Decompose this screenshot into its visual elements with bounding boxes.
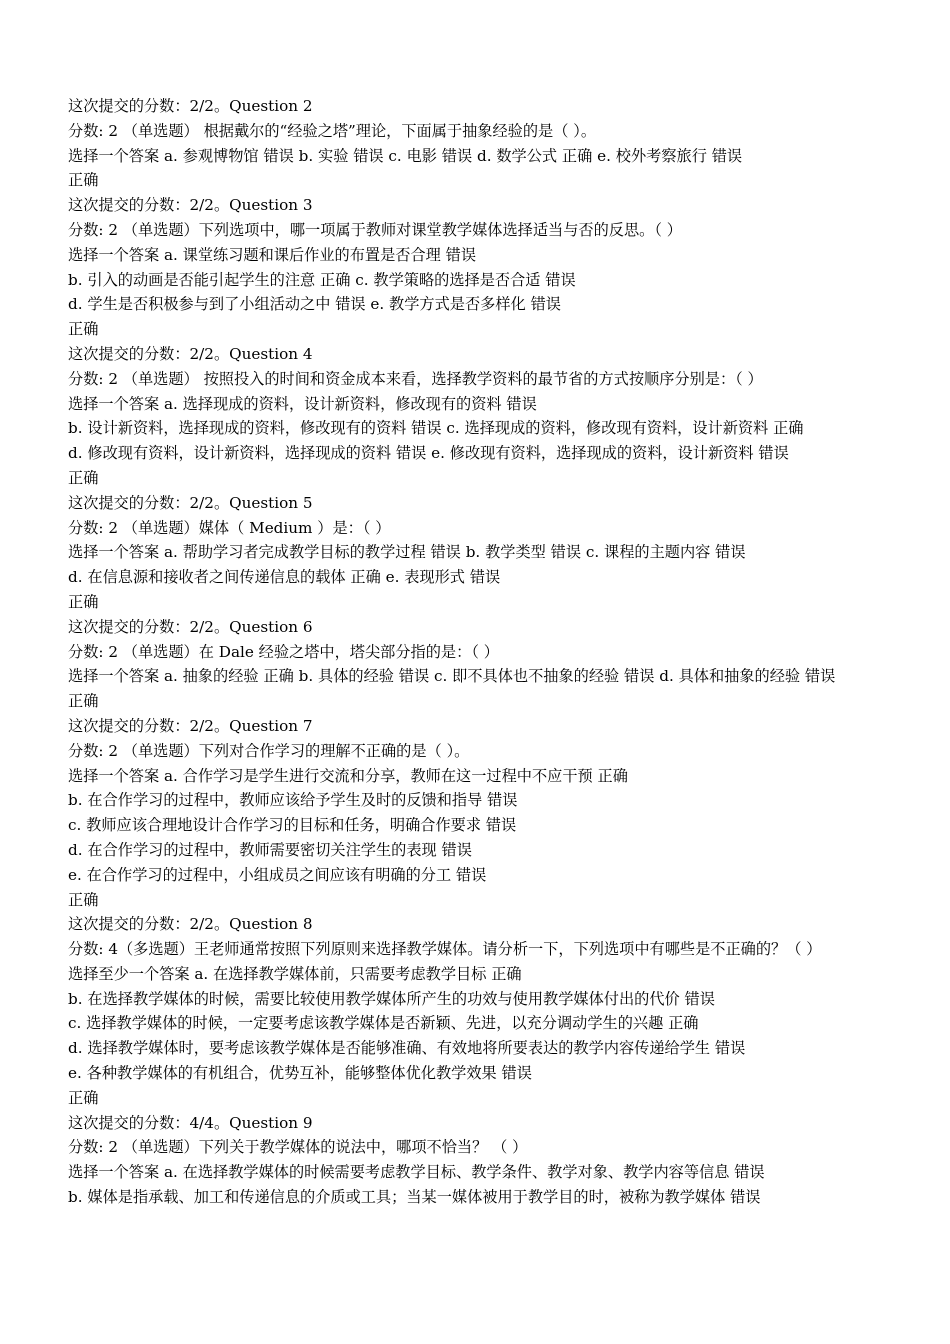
document-body [68,94,888,1210]
text-line: d. 在信息源和接收者之间传递信息的载体 正确 e. 表现形式 错误 [68,568,501,587]
text-line: 选择一个答案 a. 选择现成的资料，设计新资料，修改现有的资料 错误 [68,394,537,413]
text-line: b. 媒体是指承载、加工和传递信息的介质或工具；当某一媒体被用于教学目的时，被称为教学媒体 错误 [68,1188,761,1207]
text-line: 这次提交的分数：4/4。Question 9 [68,1113,313,1132]
text-line: 选择一个答案 a. 合作学习是学生进行交流和分享，教师在这一过程中不应干预 正确 [68,766,628,785]
text-line: b. 引入的动画是否能引起学生的注意 正确 c. 教学策略的选择是否合适 错误 [68,270,576,289]
text-line: 分数: 4（多选题）王老师通常按照下列原则来选择教学媒体。请分析一下，下列选项中有哪些是不正确的？（ ） [68,940,822,959]
text-line: e. 在合作学习的过程中，小组成员之间应该有明确的分工 错误 [68,865,487,884]
text-line: 选择一个答案 a. 抽象的经验 正确 b. 具体的经验 错误 c. 即不具体也不抽象的经验 错误 d. 具体和抽象的经验 错误 [68,667,836,686]
text-line: e. 各种教学媒体的有机组合，优势互补，能够整体优化教学效果 错误 [68,1064,532,1083]
text-line: 这次提交的分数：2/2。Question 7 [68,716,313,735]
text-line: 正确 [68,320,99,339]
text-line: c. 教师应该合理地设计合作学习的目标和任务，明确合作要求 错误 [68,816,517,835]
text-line: 分数: 2 （单选题）下列对合作学习的理解不正确的是（ ）。 [68,741,470,760]
text-line: b. 在合作学习的过程中，教师应该给予学生及时的反馈和指导 错误 [68,791,518,810]
text-line: c. 选择教学媒体的时候，一定要考虑该教学媒体是否新颖、先进，以充分调动学生的兴趣 正确 [68,1014,699,1033]
text-line: b. 设计新资料，选择现成的资料，修改现有的资料 错误 c. 选择现成的资料，修改现有资料，设计新资料 正确 [68,419,804,438]
text-line: 选择一个答案 a. 课堂练习题和课后作业的布置是否合理 错误 [68,245,477,264]
text-line: 分数: 2 （单选题）在 Dale 经验之塔中，塔尖部分指的是：（ ） [68,642,499,661]
text-line: 这次提交的分数：2/2。Question 4 [68,344,313,363]
text-line: 正确 [68,592,99,611]
text-line: 正确 [68,692,99,711]
text-line: 分数: 2 （单选题）下列选项中，哪一项属于教师对课堂教学媒体选择适当与否的反思。（ ） [68,220,682,239]
text-line: b. 在选择教学媒体的时候，需要比较使用教学媒体所产生的功效与使用教学媒体付出的代价 错误 [68,989,715,1008]
text-line: d. 选择教学媒体时，要考虑该教学媒体是否能够准确、有效地将所要表达的教学内容传递给学生 错误 [68,1039,746,1058]
text-line: d. 学生是否积极参与到了小组活动之中 错误 e. 教学方式是否多样化 错误 [68,295,561,314]
text-line: 分数: 2 （单选题） 根据戴尔的“经验之塔”理论，下面属于抽象经验的是（ ）。 [68,121,597,140]
text-line: d. 修改现有资料，设计新资料，选择现成的资料 错误 e. 修改现有资料，选择现成的资料，设计新资料 错误 [68,444,789,463]
text-line: 正确 [68,1088,99,1107]
text-line: 选择一个答案 a. 参观博物馆 错误 b. 实验 错误 c. 电影 错误 d. 数学公式 正确 e. 校外考察旅行 错误 [68,146,743,165]
text-line: 选择一个答案 a. 在选择教学媒体的时候需要考虑教学目标、教学条件、教学对象、教学内容等信息 错误 [68,1163,765,1182]
text-line: 这次提交的分数：2/2。Question 3 [68,196,313,215]
text-line: 这次提交的分数：2/2。Question 6 [68,617,313,636]
text-line: 选择一个答案 a. 帮助学习者完成教学目标的教学过程 错误 b. 教学类型 错误 c. 课程的主题内容 错误 [68,543,746,562]
text-line: 分数: 2 （单选题） 按照投入的时间和资金成本来看，选择教学资料的最节省的方式按顺序分别是：（ ） [68,369,763,388]
text-line: 分数: 2 （单选题）媒体（ Medium ）是：（ ） [68,518,391,537]
text-line: 正确 [68,171,99,190]
text-line: 正确 [68,468,99,487]
text-line: 这次提交的分数：2/2。Question 2 [68,97,313,115]
text-line: 选择至少一个答案 a. 在选择教学媒体前，只需要考虑教学目标 正确 [68,964,522,983]
text-line: 分数: 2 （单选题）下列关于教学媒体的说法中，哪项不恰当？ （ ） [68,1138,528,1157]
text-line: d. 在合作学习的过程中，教师需要密切关注学生的表现 错误 [68,840,472,859]
text-line: 正确 [68,890,99,909]
text-line: 这次提交的分数：2/2。Question 5 [68,493,313,512]
text-line: 这次提交的分数：2/2。Question 8 [68,915,313,934]
